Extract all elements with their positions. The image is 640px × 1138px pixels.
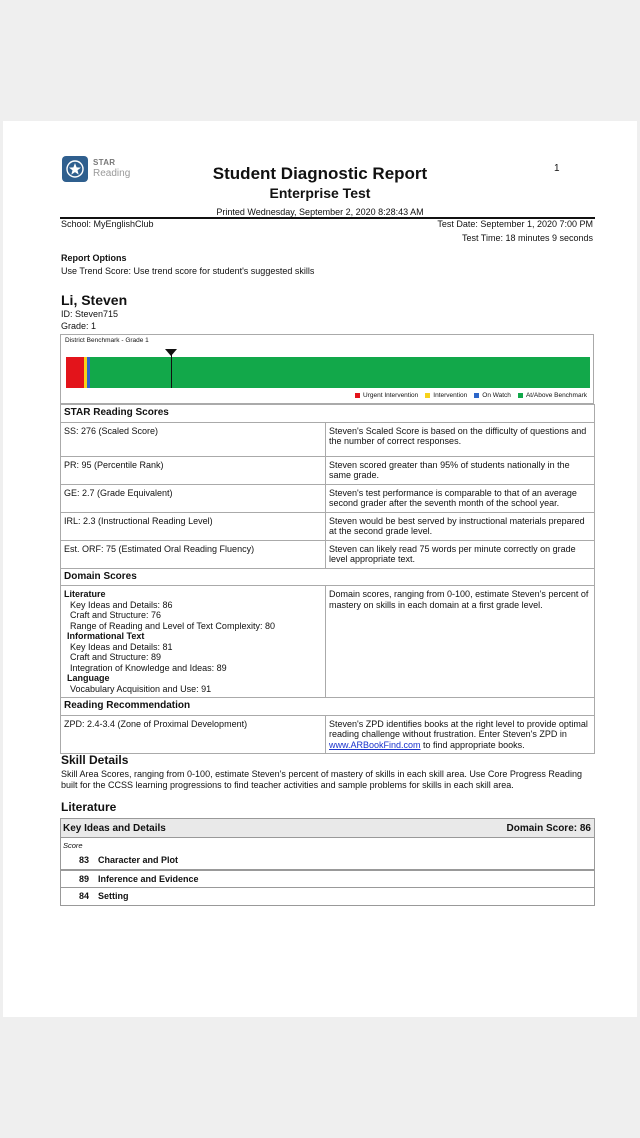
literature-title: Literature bbox=[61, 800, 117, 814]
legend-label-onwatch: On Watch bbox=[482, 392, 511, 399]
score-desc: Steven would be best served by instructional materials prepared at the second grade level. bbox=[326, 512, 595, 540]
benchmark-bar bbox=[66, 357, 590, 388]
zpd-desc bbox=[326, 715, 595, 754]
domain-score: Domain Score: 86 bbox=[506, 823, 591, 834]
score-desc: Steven's Scaled Score is based on the difficulty of questions and the number of correct responses. bbox=[326, 422, 595, 456]
star-scores-title: STAR Reading Scores bbox=[61, 405, 595, 423]
skill-row bbox=[60, 852, 595, 870]
benchmark-legend bbox=[355, 392, 587, 399]
student-name: Li, Steven bbox=[61, 292, 128, 308]
domain-item: Craft and Structure: 89 bbox=[70, 652, 162, 662]
legend-label-intervention: Intervention bbox=[433, 392, 468, 399]
benchmark-panel bbox=[60, 334, 594, 404]
domain-item: Key Ideas and Details: 81 bbox=[70, 641, 173, 652]
student-marker-icon bbox=[165, 349, 177, 356]
skill-details-text: Skill Area Scores, ranging from 0-100, estimate Steven's percent of mastery of skills in each skill area. Use Core Progress Reading built for the CCSS learning progressions to find teacher activities and sample problems for skills in each skill area. bbox=[61, 769, 582, 790]
domain-item: Integration of Knowledge and Ideas: 89 bbox=[70, 662, 227, 673]
domain-item: Key Ideas and Details: 86 bbox=[70, 599, 173, 610]
benchmark-label: District Benchmark - Grade 1 bbox=[65, 337, 149, 344]
arbookfind-link[interactable]: www.ARBookFind.com bbox=[329, 739, 421, 750]
zpd-desc-text: Steven's ZPD identifies books at the right level to provide optimal reading challenge without frustration. Enter Steven's ZPD in bbox=[329, 718, 588, 739]
zpd-row bbox=[61, 715, 595, 754]
skill-row bbox=[60, 888, 595, 906]
section-header-row bbox=[61, 405, 595, 423]
skill-details-title: Skill Details bbox=[61, 753, 129, 767]
score-desc: Steven scored greater than 95% of students nationally in the same grade. bbox=[326, 456, 595, 484]
legend-swatch-benchmark bbox=[518, 393, 523, 398]
skill-score: 83 bbox=[79, 855, 90, 865]
legend-swatch-intervention bbox=[425, 393, 430, 398]
test-date: Test Date: September 1, 2020 7:00 PM bbox=[437, 219, 593, 229]
benchmark-segment-0 bbox=[66, 357, 84, 388]
score-label: IRL: 2.3 (Instructional Reading Level) bbox=[61, 512, 326, 540]
score-label: Est. ORF: 75 (Estimated Oral Reading Fluency) bbox=[61, 540, 326, 568]
domain-item: Craft and Structure: 76 bbox=[70, 610, 162, 620]
report-title: Student Diagnostic Report bbox=[212, 164, 428, 183]
score-label: PR: 95 (Percentile Rank) bbox=[61, 456, 326, 484]
score-label: SS: 276 (Scaled Score) bbox=[61, 422, 326, 456]
legend-item-benchmark bbox=[518, 392, 587, 399]
school-name: School: MyEnglishClub bbox=[61, 219, 154, 229]
domain-heading-informational: Informational Text bbox=[67, 631, 145, 641]
legend-label-benchmark: At/Above Benchmark bbox=[525, 392, 587, 399]
report-options-text: Use Trend Score: Use trend score for student's suggested skills bbox=[61, 266, 315, 276]
domain-item: Vocabulary Acquisition and Use: 91 bbox=[70, 683, 212, 694]
legend-swatch-onwatch bbox=[474, 393, 479, 398]
skill-row bbox=[60, 870, 595, 888]
domain-row bbox=[61, 586, 595, 698]
student-id: ID: Steven715 bbox=[61, 309, 119, 319]
skill-name: Character and Plot bbox=[98, 855, 179, 865]
logo-text-reading: Reading bbox=[93, 168, 131, 179]
logo-text-star: STAR bbox=[93, 158, 116, 167]
skill-score: 84 bbox=[79, 891, 90, 901]
score-desc: Steven can likely read 75 words per minute correctly on grade level appropriate text. bbox=[326, 540, 595, 568]
skill-group-header bbox=[60, 818, 595, 838]
domain-desc: Domain scores, ranging from 0-100, estimate Steven's percent of mastery on skills in each domain at a first grade level. bbox=[326, 586, 595, 698]
score-row bbox=[61, 422, 595, 456]
score-column-header bbox=[60, 838, 595, 852]
score-desc: Steven's test performance is comparable to that of an average second grader after the seventh month of the school year. bbox=[326, 484, 595, 512]
report-options-title: Report Options bbox=[61, 253, 127, 263]
domain-heading-literature: Literature bbox=[64, 589, 106, 599]
skill-score: 89 bbox=[79, 874, 90, 884]
printed-date: Printed Wednesday, September 2, 2020 8:28:43 AM bbox=[216, 207, 424, 217]
legend-item-intervention bbox=[425, 392, 467, 399]
test-time: Test Time: 18 minutes 9 seconds bbox=[461, 233, 593, 243]
skill-group-title: Key Ideas and Details bbox=[63, 823, 166, 834]
report-subtitle: Enterprise Test bbox=[269, 185, 371, 201]
reading-rec-title: Reading Recommendation bbox=[61, 698, 595, 716]
legend-item-onwatch bbox=[474, 392, 511, 399]
domain-item: Range of Reading and Level of Text Complexity: 80 bbox=[70, 620, 275, 631]
score-row bbox=[61, 540, 595, 568]
student-grade: Grade: 1 bbox=[61, 321, 97, 331]
skill-name: Setting bbox=[98, 891, 129, 901]
legend-swatch-urgent bbox=[355, 393, 360, 398]
report-page bbox=[3, 121, 637, 1017]
domain-scores-title: Domain Scores bbox=[61, 568, 595, 586]
section-header-row bbox=[61, 568, 595, 586]
benchmark-segment-3 bbox=[90, 357, 590, 388]
score-header-label: Score bbox=[63, 841, 83, 850]
zpd-label: ZPD: 2.4-3.4 (Zone of Proximal Development) bbox=[61, 715, 326, 754]
legend-label-urgent: Urgent Intervention bbox=[363, 392, 419, 399]
domain-list bbox=[61, 586, 326, 698]
domain-heading-language: Language bbox=[67, 673, 110, 683]
legend-item-urgent bbox=[355, 392, 418, 399]
scores-table bbox=[60, 404, 595, 754]
skill-name: Inference and Evidence bbox=[98, 874, 199, 884]
section-header-row bbox=[61, 698, 595, 716]
score-row bbox=[61, 456, 595, 484]
zpd-desc-tail: to find appropriate books. bbox=[420, 739, 525, 750]
score-row bbox=[61, 484, 595, 512]
score-label: GE: 2.7 (Grade Equivalent) bbox=[61, 484, 326, 512]
score-row bbox=[61, 512, 595, 540]
page-number: 1 bbox=[554, 163, 560, 174]
